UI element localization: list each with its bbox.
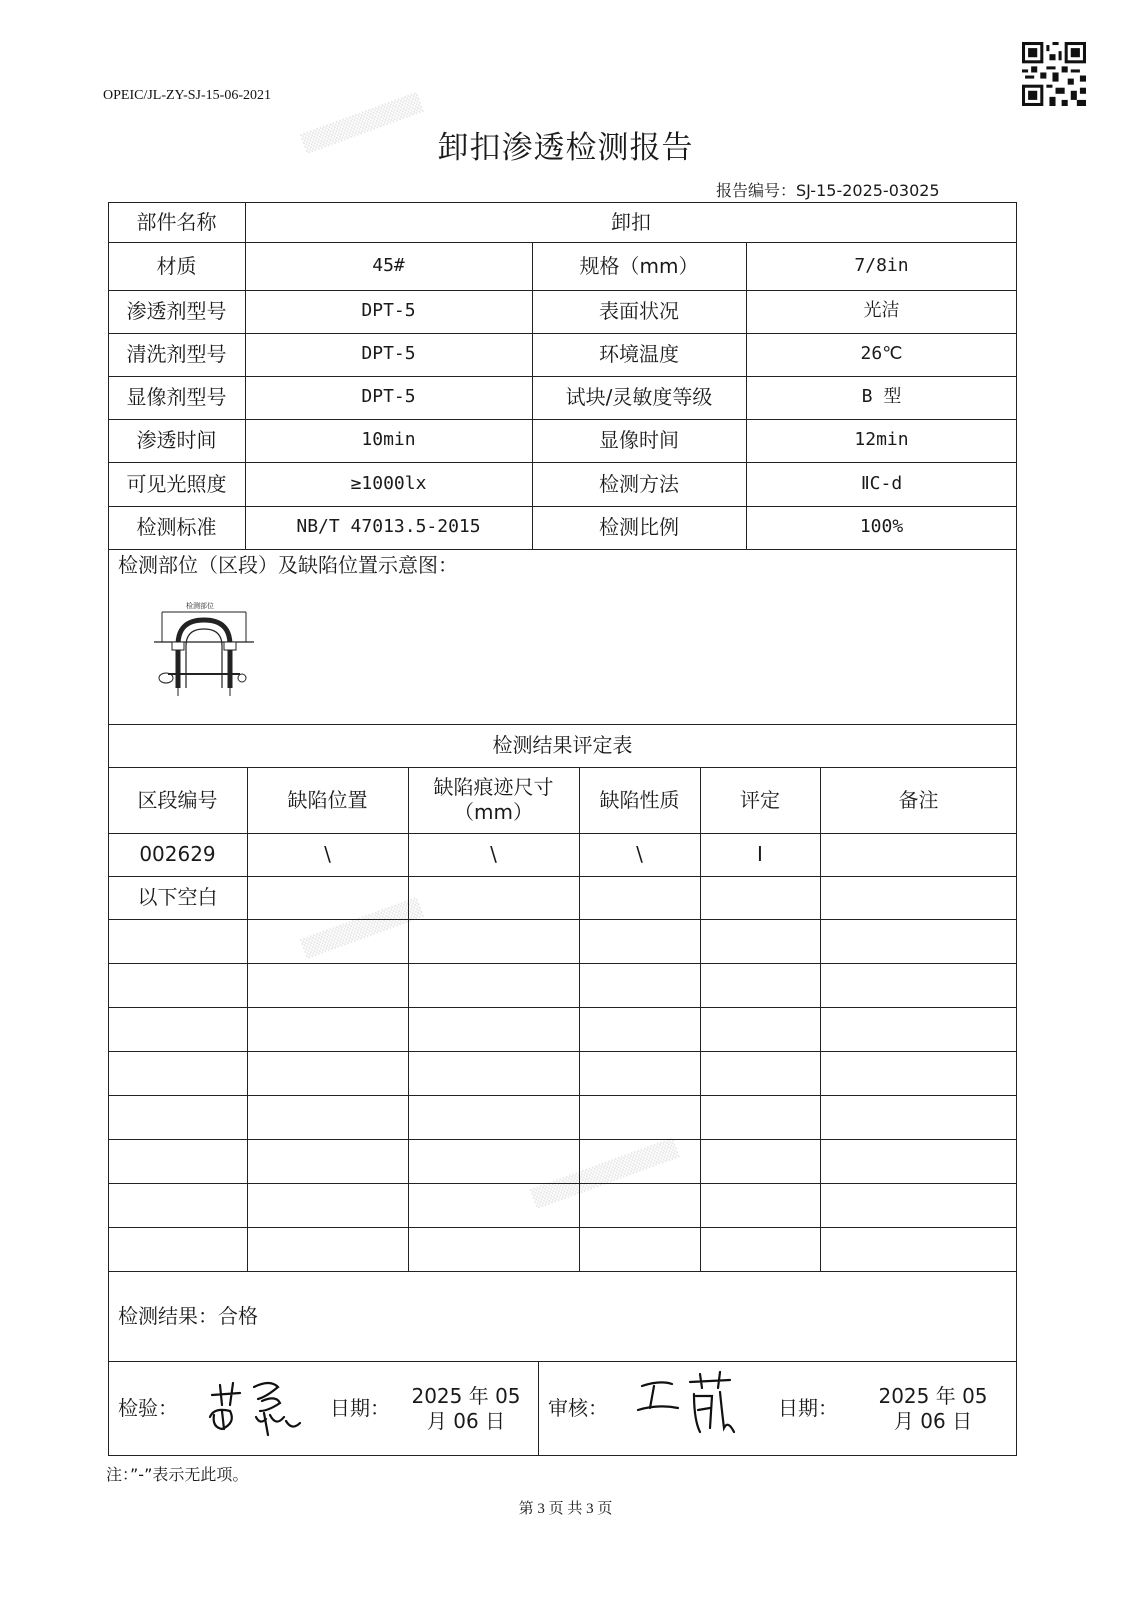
info-value: B 型 <box>861 386 902 408</box>
result-cell: \ <box>636 842 643 866</box>
col-header-defect-location: 缺陷位置 <box>287 787 368 812</box>
inspect-date-label: 日期： <box>330 1396 390 1420</box>
info-label: 渗透剂型号 <box>126 299 227 323</box>
info-value: DPT-5 <box>361 300 416 322</box>
results-table-title: 检测结果评定表 <box>492 733 633 757</box>
result-cell: 以下空白 <box>137 885 218 909</box>
info-value: NB/T 47013.5-2015 <box>296 516 481 538</box>
watermark: ▒▒▒▒▒▒▒▒▒ <box>300 92 425 155</box>
col-header-section-no: 区段编号 <box>137 787 218 812</box>
result-cell <box>820 833 1017 876</box>
reviewer-signature <box>630 1362 750 1442</box>
info-label: 检测比例 <box>599 515 679 539</box>
info-label: 显像剂型号 <box>126 385 227 409</box>
inspect-date: 2025 年 05 月 06 日 <box>411 1383 521 1433</box>
info-label: 渗透时间 <box>136 428 217 452</box>
inspector-signature <box>200 1365 320 1445</box>
info-label: 试块/灵敏度等级 <box>565 385 713 409</box>
info-value: ⅡC-d <box>860 472 903 494</box>
reviewer-label: 审核： <box>548 1396 608 1420</box>
watermark: ▒▒▒▒▒▒▒▒▒ <box>300 897 425 960</box>
result-cell: \ <box>324 842 331 866</box>
info-label: 环境温度 <box>599 342 679 366</box>
qr-code-icon <box>1022 42 1086 106</box>
result-cell: 002629 <box>139 842 216 866</box>
review-date: 2025 年 05 月 06 日 <box>878 1383 988 1433</box>
sketch-label: 检测部位（区段）及缺陷位置示意图： <box>118 552 458 577</box>
result-cell <box>247 876 408 919</box>
info-value: 7/8in <box>854 254 909 276</box>
result-cell: I <box>757 842 763 866</box>
info-label: 显像时间 <box>599 428 679 452</box>
sketch-caption: 检测部位 <box>186 602 214 610</box>
info-value: DPT-5 <box>361 386 416 408</box>
info-value: 26℃ <box>860 343 903 365</box>
info-label: 检测方法 <box>599 471 679 496</box>
shackle-sketch <box>150 600 260 700</box>
info-value: 45# <box>372 254 405 276</box>
info-value: 100% <box>859 516 904 538</box>
col-header-rating: 评定 <box>740 787 780 812</box>
report-title: 卸扣渗透检测报告 <box>437 130 694 166</box>
info-label: 规格（mm） <box>579 253 699 278</box>
result-cell <box>820 876 1017 919</box>
info-label: 材质 <box>156 253 197 278</box>
result-cell <box>579 876 700 919</box>
col-header-defect-size: 缺陷痕迹尺寸（mm） <box>433 775 554 824</box>
part-name-label: 部件名称 <box>136 209 217 234</box>
footnote: 注：”-”表示无此项。 <box>106 1465 249 1484</box>
inspector-label: 检验： <box>118 1396 178 1420</box>
info-label: 清洗剂型号 <box>126 342 227 366</box>
info-value: 12min <box>854 429 909 451</box>
col-header-remarks: 备注 <box>898 787 939 812</box>
part-name-value: 卸扣 <box>611 209 651 234</box>
info-value: 10min <box>361 429 416 451</box>
info-label: 检测标准 <box>136 515 217 539</box>
result-cell <box>408 876 579 919</box>
col-header-defect-nature: 缺陷性质 <box>599 787 680 812</box>
report-number: 报告编号：SJ-15-2025-03025 <box>716 181 940 200</box>
inspection-conclusion: 检测结果：合格 <box>118 1303 258 1328</box>
result-cell: \ <box>490 842 497 866</box>
info-value: ≥1000lx <box>350 472 427 494</box>
document-code: OPEIC/JL-ZY-SJ-15-06-2021 <box>103 88 271 103</box>
review-date-label: 日期： <box>778 1396 838 1420</box>
page-number: 第 3 页 共 3 页 <box>518 1501 613 1517</box>
info-value: 光洁 <box>863 300 900 322</box>
info-value: DPT-5 <box>361 343 416 365</box>
watermark: ▒▒▒▒▒▒▒▒▒▒▒ <box>530 1137 681 1210</box>
info-label: 表面状况 <box>599 299 679 323</box>
result-cell <box>700 876 820 919</box>
info-label: 可见光照度 <box>126 471 227 496</box>
